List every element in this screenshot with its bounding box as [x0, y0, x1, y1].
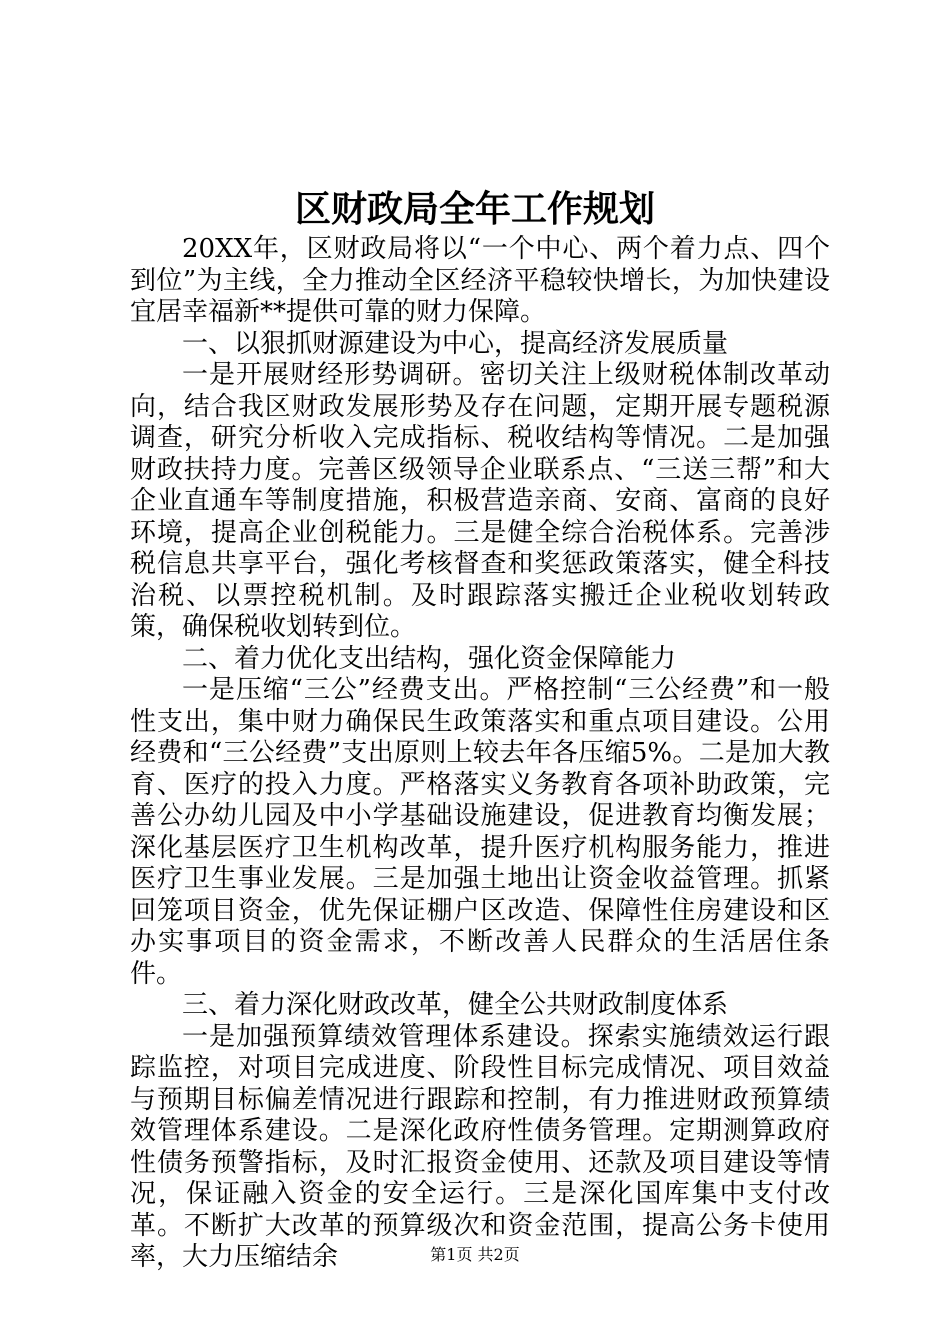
- document-body: [130, 234, 830, 1274]
- section-paragraph-1: 一是开展财经形势调研。密切关注上级财税体制改革动向，结合我区财政发展形势及存在问题，定期开展专题税源调查，研究分析收入完成指标、税收结构等情况。二是加强财政扶持力度。完善区级领导企业联系点、“三送三帮”和大企业直通车等制度措施，积极营造亲商、安商、富商的良好环境，提高企业创税能力。三是健全综合治税体系。完善涉税信息共享平台，强化考核督查和奖惩政策落实，健全科技治税、以票控税机制。及时跟踪落实搬迁企业税收划转政策，确保税收划转到位。: [130, 360, 830, 642]
- page-number-footer: 第1页 共2页: [430, 1245, 520, 1264]
- section-heading-3: 三、着力深化财政改革，健全公共财政制度体系: [182, 990, 729, 1020]
- section-heading-2: 二、着力优化支出结构，强化资金保障能力: [182, 643, 677, 674]
- intro-paragraph: 20XX年，区财政局将以“一个中心、两个着力点、四个到位”为主线，全力推动全区经济平稳较快增长，为加快建设宜居幸福新**提供可靠的财力保障。: [130, 234, 830, 327]
- section-heading-1: 一、以狠抓财源建设为中心，提高经济发展质量: [182, 328, 729, 359]
- section-paragraph-2: 一是压缩“三公”经费支出。严格控制“三公经费”和一般性支出，集中财力确保民生政策落实和重点项目建设。公用经费和“三公经费”支出原则上较去年各压缩5%。二是加大教育、医疗的投入力度。严格落实义务教育各项补助政策，完善公办幼儿园及中小学基础设施建设，促进教育均衡发展；深化基层医疗卫生机构改革，提升医疗机构服务能力，推进医疗卫生事业发展。三是加强土地出让资金收益管理。抓紧回笼项目资金，优先保证棚户区改造、保障性住房建设和区办实事项目的资金需求，不断改善人民群众的生活居住条件。: [130, 675, 830, 989]
- document-title: 区财政局全年工作规划: [294, 188, 655, 230]
- section-paragraph-3: 一是加强预算绩效管理体系建设。探索实施绩效运行跟踪监控，对项目完成进度、阶段性目标完成情况、项目效益与预期目标偏差情况进行跟踪和控制，有力推进财政预算绩效管理体系建设。二是深化政府性债务管理。定期测算政府性债务预警指标，及时汇报资金使用、还款及项目建设等情况，保证融入资金的安全运行。三是深化国库集中支付改革。不断扩大改革的预算级次和资金范围，提高公务卡使用率，大力压缩结余: [130, 1021, 830, 1272]
